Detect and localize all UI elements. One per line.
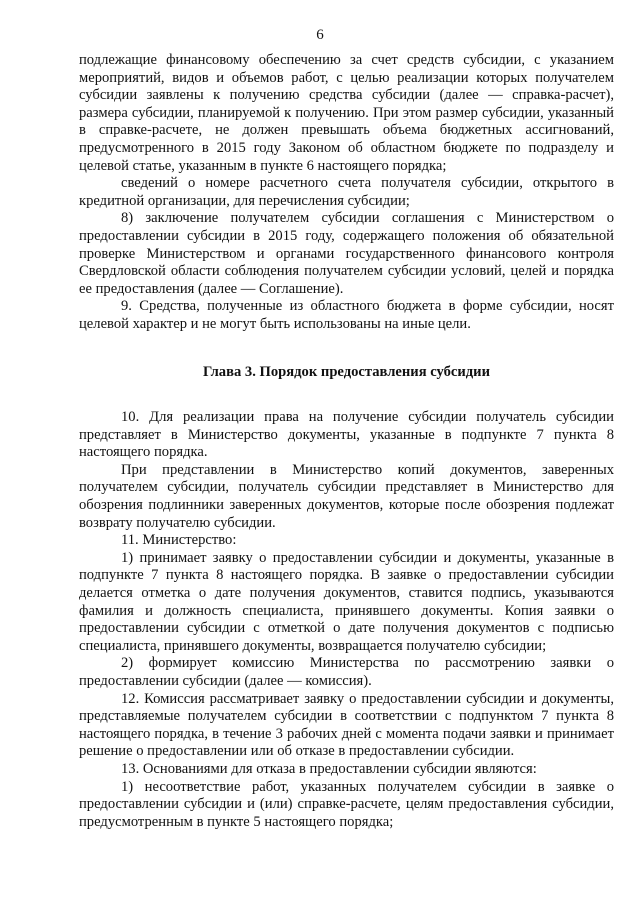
- chapter-heading: Глава 3. Порядок предоставления субсидии: [202, 363, 491, 380]
- paragraph: 2) формирует комиссию Министерства по рассмотрению заявки о предоставлении субсидии (далее — комиссия).: [79, 655, 614, 689]
- paragraph: 13. Основаниями для отказа в предоставлении субсидии являются:: [121, 760, 537, 777]
- paragraph: 12. Комиссия рассматривает заявку о предоставлении субсидии и документы, представляемые получателем субсидии в соответствии с подпунктом 7 пункта 8 настоящего порядка, в течение 3 рабочих дней с момента подачи заявки и принимает решение о предоставлении или об отказе в предоставлении субсидии.: [79, 690, 614, 760]
- paragraph: 10. Для реализации права на получение субсидии получатель субсидии представляет в Министерство документы, указанные в подпункте 7 пункта 8 настоящего порядка.: [79, 409, 614, 461]
- paragraph: 8) заключение получателем субсидии соглашения с Министерством о предоставлении субсидии в 2015 году, содержащего положения об обязательной проверке Министерством и органами государственного финансового контроля Свердловской области соблюдения получателем субсидии условий, целей и порядка ее предоставления (далее — Соглашение).: [79, 210, 614, 297]
- document-body: [79, 52, 614, 831]
- paragraph: 1) принимает заявку о предоставлении субсидии и документы, указанные в подпункте 7 пункта 8 настоящего порядка. В заявке о предоставлении субсидии делается отметка о дате получения документов, ставится подпись, указываются фамилия и должность специалиста, принявшего документы. Копия заявки о предоставлении субсидии с отметкой о дате получения документов с подписью специалиста, принявшего документы, возвращается получателю субсидии;: [79, 549, 614, 654]
- paragraph: сведений о номере расчетного счета получателя субсидии, открытого в кредитной организации, для перечисления субсидии;: [79, 175, 614, 209]
- paragraph: 11. Министерство:: [121, 532, 237, 549]
- paragraph: При представлении в Министерство копий документов, заверенных получателем субсидии, получатель субсидии представляет в Министерство для обозрения подлинники заверенных документов, которые после обозрения подлежат возврату получателю субсидии.: [79, 461, 614, 531]
- paragraph: 1) несоответствие работ, указанных получателем субсидии в заявке о предоставлении субсидии и (или) справке-расчете, целям предоставления субсидии, предусмотренным в пункте 5 настоящего порядка;: [79, 778, 614, 830]
- paragraph: 9. Средства, полученные из областного бюджета в форме субсидии, носят целевой характер и не могут быть использованы на иные цели.: [79, 298, 614, 332]
- paragraph: подлежащие финансовому обеспечению за счет средств субсидии, с указанием мероприятий, видов и объемов работ, с целью реализации которых получателем субсидии заявлены к получению средства субсидии (далее — справка-расчет), размера субсидии, планируемой к получению. При этом размер субсидии, указанный в справке-расчете, не должен превышать объема бюджетных ассигнований, предусмотренного в 2015 году Законом об областном бюджете по подразделу и целевой статье, указанным в пункте 6 настоящего порядка;: [79, 52, 614, 174]
- page-number: 6: [316, 27, 324, 43]
